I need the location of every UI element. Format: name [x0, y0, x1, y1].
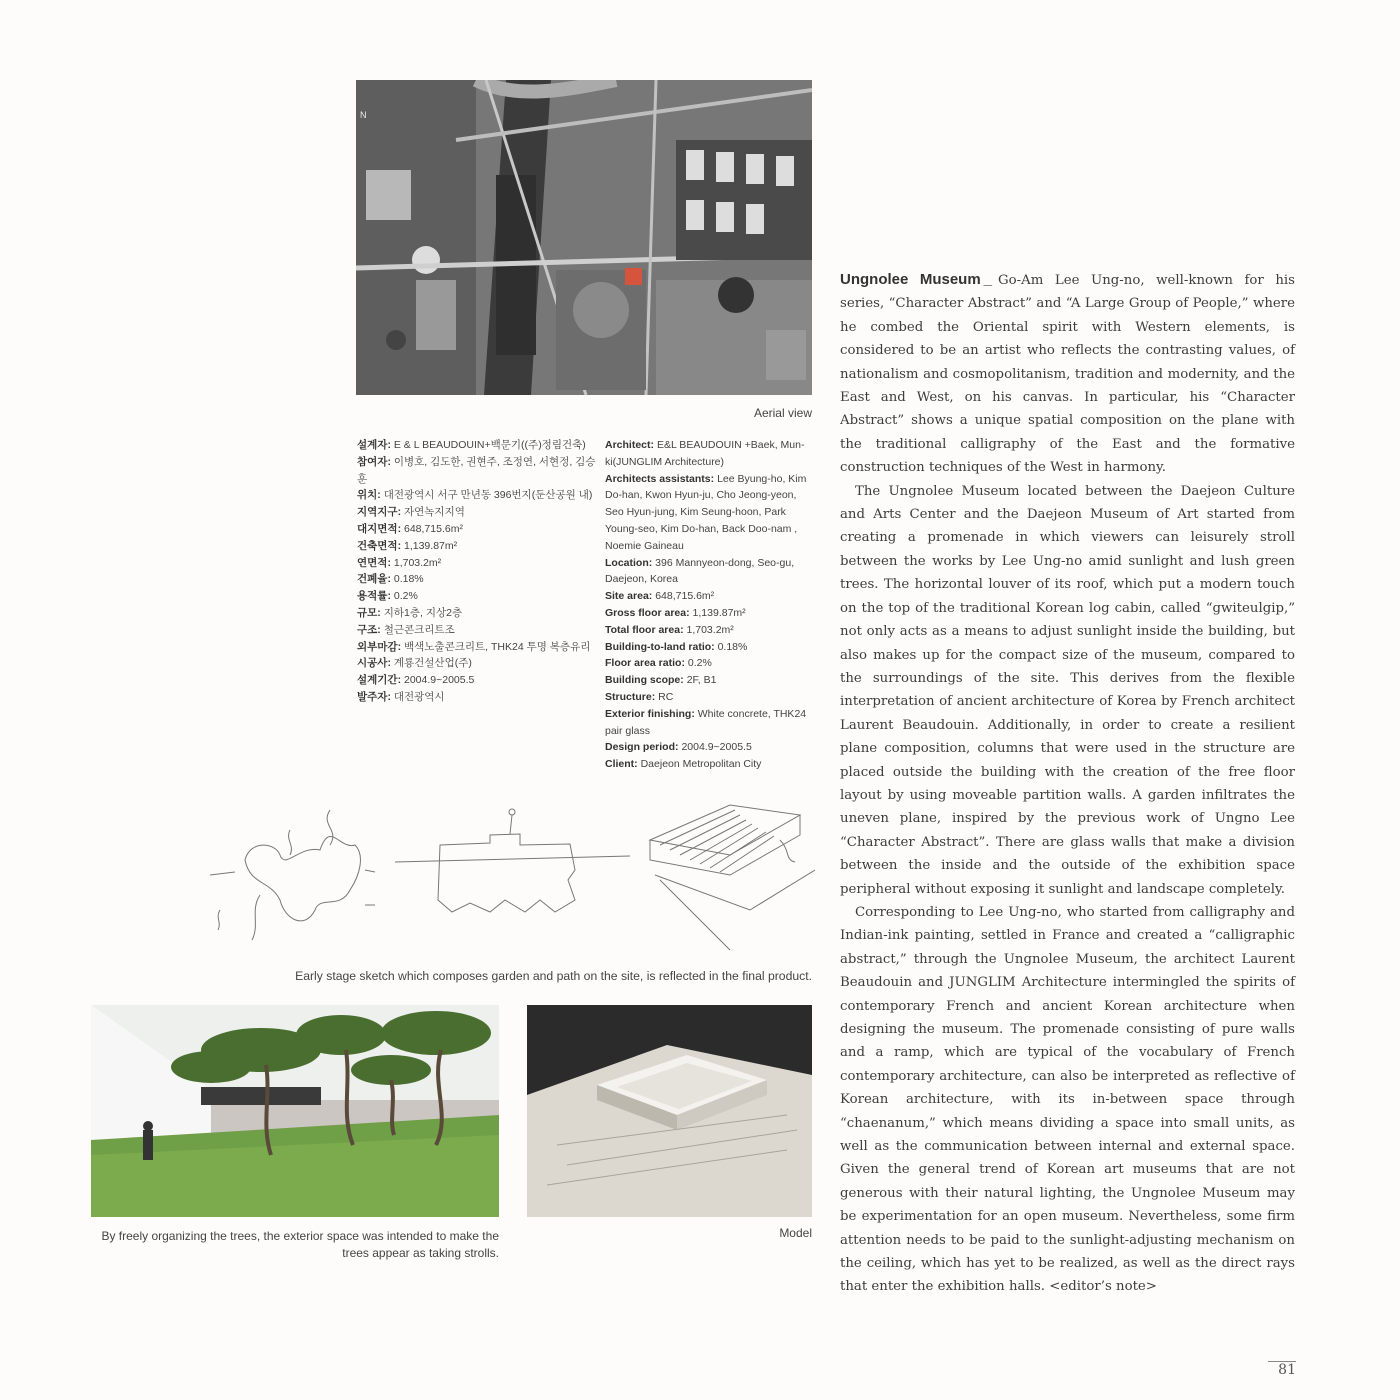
- aerial-photo: [356, 80, 812, 395]
- page-number: 81: [1278, 1362, 1296, 1378]
- garden-rendering: [91, 1005, 499, 1217]
- credit-line: 설계자: E & L BEAUDOUIN+백문기((주)정림건축): [357, 439, 586, 451]
- north-mark: N: [360, 110, 367, 120]
- credit-line: 외부마감: 백색노출콘크리트, THK24 투명 복층유리: [357, 640, 591, 653]
- title-separator: _: [983, 271, 993, 288]
- credit-line: Total floor area: 1,703.2m²: [605, 623, 734, 636]
- credit-line: 참여자: 이병호, 김도한, 권현주, 조정연, 서현정, 김승훈: [357, 455, 596, 485]
- aerial-photo-graphic: [356, 80, 812, 395]
- garden-rendering-graphic: [91, 1005, 499, 1217]
- credit-line: 지역지구: 자연녹지지역: [357, 506, 465, 519]
- credit-line: Location: 396 Mannyeon-dong, Seo-gu, Daejeon, Korea: [605, 556, 795, 586]
- credit-line: Design period: 2004.9~2005.5: [605, 741, 752, 754]
- credit-line: 규모: 지하1층, 지상2층: [357, 606, 463, 619]
- credit-line: Building-to-land ratio: 0.18%: [605, 640, 748, 653]
- credit-line: 연면적: 1,703.2m²: [357, 556, 442, 569]
- credit-line: 시공사: 계룡건설산업(주): [357, 657, 472, 670]
- credit-line: 건폐율: 0.18%: [357, 573, 424, 586]
- credit-line: 건축면적: 1,139.87m²: [357, 539, 458, 552]
- article: [840, 268, 1295, 1299]
- model-photo-graphic: [527, 1005, 812, 1217]
- garden-caption: By freely organizing the trees, the exterior space was intended to make the trees appear as taking strolls.: [101, 1229, 499, 1260]
- credit-line: 설계기간: 2004.9~2005.5: [357, 674, 475, 687]
- credit-line: Architect: E&L BEAUDOUIN +Baek, Mun-ki(JUNGLIM Architecture): [605, 439, 805, 468]
- credit-line: Client: Daejeon Metropolitan City: [605, 758, 762, 771]
- article-paragraph: Ungnolee Museum _ Go-Am Lee Ung-no, well-known for his series, “Character Abstract” and “A Large Group of People,” where he combed the Oriental spirit with Western elements, is considered to be an artist who reflects the contrasting values, of nationalism and cosmopolitanism, tradition and modernity, and the East and West, on his canvas. In particular, his “Character Abstract” shows a unique spatial composition on the plane with the traditional calligraphy of the East and the formative construction techniques of the West in harmony.: [840, 271, 1295, 476]
- article-title: Ungnolee Museum: [840, 271, 981, 288]
- credit-line: Structure: RC: [605, 690, 674, 703]
- credit-line: 위치: 대전광역시 서구 만년동 396번지(둔산공원 내): [357, 489, 593, 502]
- credit-line: Site area: 648,715.6m²: [605, 590, 715, 603]
- credit-line: Exterior finishing: White concrete, THK24 pair glass: [605, 707, 807, 737]
- early-sketch: [190, 800, 815, 960]
- credit-line: Gross floor area: 1,139.87m²: [605, 606, 746, 619]
- credit-line: Floor area ratio: 0.2%: [605, 657, 712, 670]
- credit-line: 발주자: 대전광역시: [357, 690, 445, 703]
- model-caption: Model: [779, 1226, 812, 1240]
- credit-line: Building scope: 2F, B1: [605, 674, 717, 687]
- credit-line: 용적률: 0.2%: [357, 590, 418, 603]
- credit-line: 대지면적: 648,715.6m²: [357, 522, 463, 535]
- sketch-graphic: [190, 800, 815, 960]
- article-paragraph: Corresponding to Lee Ung-no, who started from calligraphy and Indian-ink painting, settled in France and created a “calligraphic abstract,” through the Ungnolee Museum, the architect Laurent Beaudouin and JUNGLIM Architecture intermingled the spirits of contemporary French and ancient Korean architecture when designing the museum. The promenade consisting of pure walls and a ramp, which are typical of the vocabulary of French contemporary architecture, can also be interpreted as reflective of Korean architecture, with its in-between space through “chaenanum,” which means dividing a space into small units, as well as the communication between internal and external space. Given the general trend of Korean art museums that are not generous with their natural lighting, the Ungnolee Museum may be experimentation for an open museum. Nevertheless, some firm attention needs to be paid to the sunlight-adjusting mechanism on the ceiling, which has yet to be realized, as well as the direct rays that enter the exhibition halls. <editor’s note>: [840, 904, 1295, 1295]
- sketch-caption: Early stage sketch which composes garden and path on the site, is reflected in the final product.: [295, 969, 812, 983]
- model-photo: [527, 1005, 812, 1217]
- credit-line: 구조: 철근콘크리트조: [357, 623, 455, 636]
- article-paragraph: The Ungnolee Museum located between the Daejeon Culture and Arts Center and the Daejeon Museum of Art started from creating a promenade in which viewers can leisurely stroll between the works by Lee Ung-no amid sunlight and lush green trees. The horizontal louver of its roof, which put a modern touch on the top of the traditional Korean log cabin, called “gwiteulgip,” not only acts as a means to adjust sunlight inside the building, but also makes up for the compact size of the museum, compared to the surroundings of the site. This derives from the flexible interpretation of ancient architecture of Korea by French architect Laurent Beaudouin. Additionally, in order to create a resilient plane composition, columns that were used in the structure are placed outside the building with the creation of the free floor layout by using moveable partition walls. A garden infiltrates the uneven plane, inspired by the previous work of Ungno Lee “Character Abstract”. There are glass walls that make a division between the inside and the outside of the exhibition space peripheral without exposing it sunlight and landscape completely.: [840, 483, 1295, 897]
- credits-english: [605, 437, 817, 773]
- credits-korean: [357, 437, 597, 706]
- credit-line: Architects assistants: Lee Byung-ho, Kim Do-han, Kwon Hyun-ju, Cho Jeong-yeon, Seo Hyun-jung, Kim Seung-hoon, Park Young-seo, Kim Do-han, Back Doo-nam , Noemie Gaineau: [605, 472, 807, 552]
- aerial-caption: Aerial view: [753, 406, 812, 420]
